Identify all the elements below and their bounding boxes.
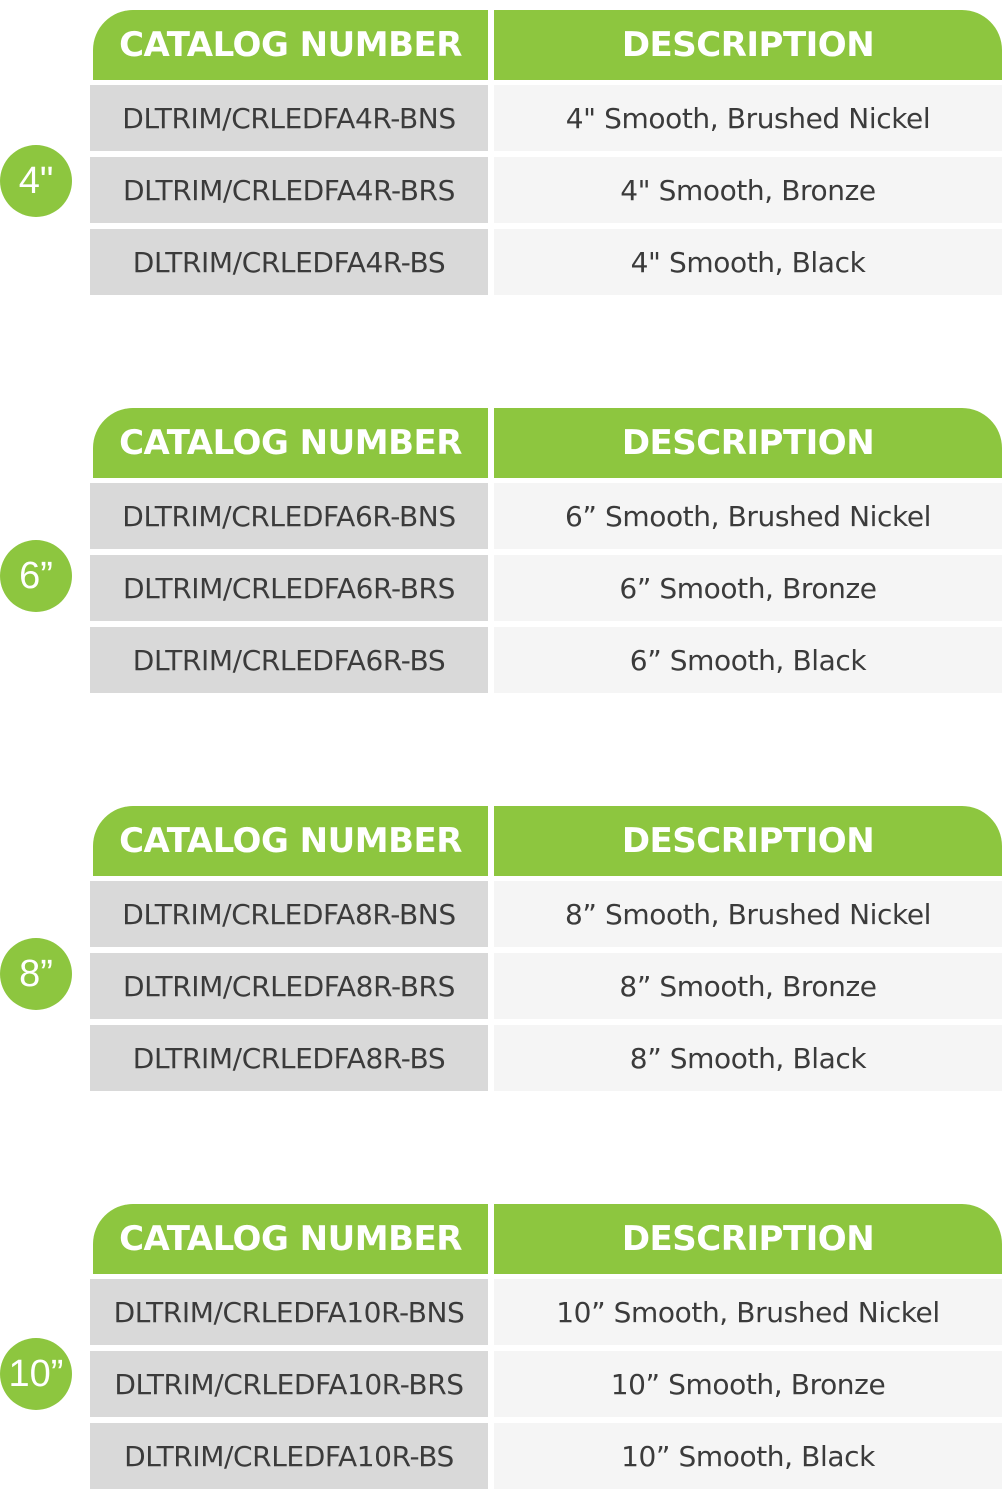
description-cell: 4" Smooth, Brushed Nickel — [494, 85, 1002, 151]
description-header: DESCRIPTION — [494, 1204, 1002, 1274]
size-badge: 6” — [0, 540, 72, 612]
description-cell: 6” Smooth, Black — [494, 627, 1002, 693]
trim-table-4in — [0, 10, 1002, 300]
description-cell: 4" Smooth, Bronze — [494, 157, 1002, 223]
trim-table-10in — [0, 1204, 1002, 1494]
catalog-number-header: CATALOG NUMBER — [93, 10, 488, 80]
description-cell: 10” Smooth, Bronze — [494, 1351, 1002, 1417]
trim-table-6in — [0, 408, 1002, 698]
catalog-cell: DLTRIM/CRLEDFA6R-BRS — [90, 555, 488, 621]
catalog-cell: DLTRIM/CRLEDFA4R-BS — [90, 229, 488, 295]
catalog-number-header: CATALOG NUMBER — [93, 1204, 488, 1274]
catalog-cell: DLTRIM/CRLEDFA10R-BRS — [90, 1351, 488, 1417]
catalog-number-header: CATALOG NUMBER — [93, 806, 488, 876]
description-header: DESCRIPTION — [494, 806, 1002, 876]
description-cell: 8” Smooth, Black — [494, 1025, 1002, 1091]
trim-table-8in — [0, 806, 1002, 1096]
description-cell: 6” Smooth, Bronze — [494, 555, 1002, 621]
catalog-cell: DLTRIM/CRLEDFA8R-BS — [90, 1025, 488, 1091]
description-cell: 10” Smooth, Black — [494, 1423, 1002, 1489]
catalog-cell: DLTRIM/CRLEDFA6R-BNS — [90, 483, 488, 549]
catalog-cell: DLTRIM/CRLEDFA10R-BNS — [90, 1279, 488, 1345]
size-badge: 8” — [0, 938, 72, 1010]
catalog-cell: DLTRIM/CRLEDFA8R-BNS — [90, 881, 488, 947]
catalog-cell: DLTRIM/CRLEDFA8R-BRS — [90, 953, 488, 1019]
catalog-cell: DLTRIM/CRLEDFA10R-BS — [90, 1423, 488, 1489]
catalog-cell: DLTRIM/CRLEDFA4R-BNS — [90, 85, 488, 151]
description-cell: 10” Smooth, Brushed Nickel — [494, 1279, 1002, 1345]
catalog-cell: DLTRIM/CRLEDFA6R-BS — [90, 627, 488, 693]
description-cell: 8” Smooth, Brushed Nickel — [494, 881, 1002, 947]
description-header: DESCRIPTION — [494, 408, 1002, 478]
description-cell: 8” Smooth, Bronze — [494, 953, 1002, 1019]
catalog-cell: DLTRIM/CRLEDFA4R-BRS — [90, 157, 488, 223]
description-cell: 4" Smooth, Black — [494, 229, 1002, 295]
size-badge: 10” — [0, 1338, 72, 1410]
catalog-number-header: CATALOG NUMBER — [93, 408, 488, 478]
description-cell: 6” Smooth, Brushed Nickel — [494, 483, 1002, 549]
size-badge: 4" — [0, 145, 72, 217]
description-header: DESCRIPTION — [494, 10, 1002, 80]
